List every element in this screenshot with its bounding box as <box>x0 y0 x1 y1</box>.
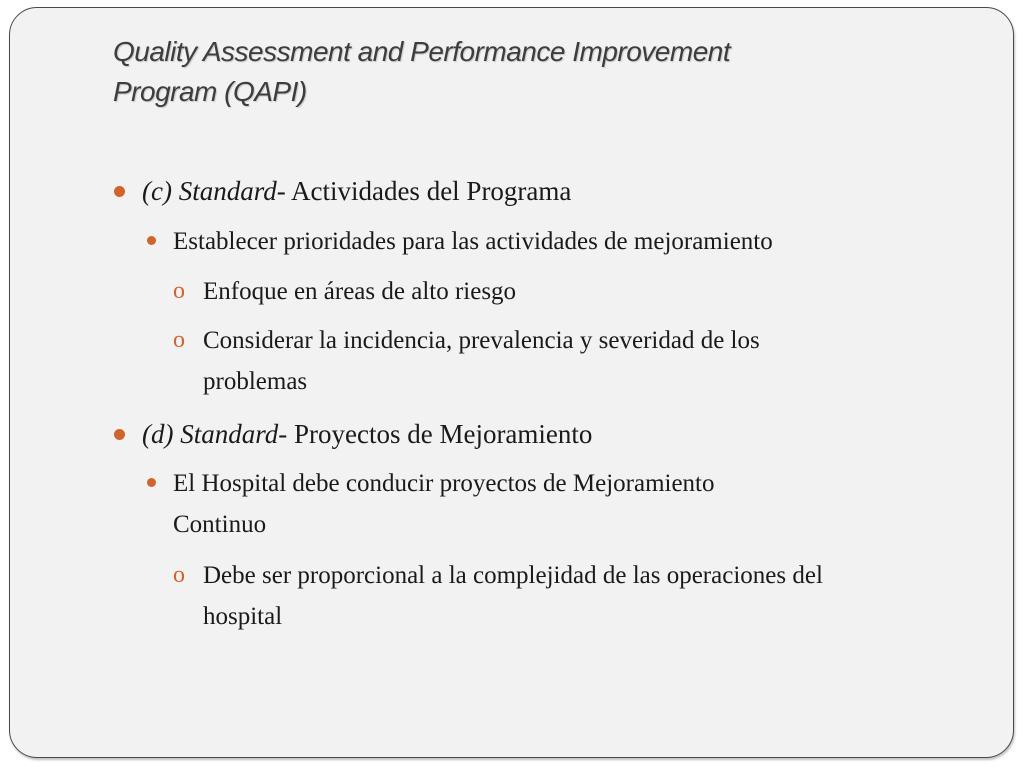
bullet-c-sub1-b-line1: Considerar la incidencia, prevalencia y severidad de los <box>203 327 760 354</box>
hollow-circle-bullet-icon: o <box>173 327 185 353</box>
bullet-c <box>114 174 571 208</box>
bullet-c-sub1-b-line2: problemas <box>203 368 308 395</box>
bullet-c-sub1-b <box>173 320 760 402</box>
bullet-c-sub1-text: Establecer prioridades para las actividades de mejoramiento <box>173 228 773 255</box>
bullet-d-sub1-a-line1: Debe ser proporcional a la complejidad de las operaciones del <box>203 562 823 589</box>
bullet-d <box>114 417 592 451</box>
title-line-1: Quality Assessment and Performance Improvement <box>113 36 731 67</box>
bullet-c-prefix: (c) Standard- <box>142 176 286 206</box>
slide <box>9 7 1014 758</box>
hollow-circle-bullet-icon: o <box>173 562 185 588</box>
bullet-c-text: Actividades del Programa <box>285 176 572 206</box>
bullet-dot-icon <box>114 429 125 440</box>
bullet-d-sub1-a-line2: hospital <box>203 603 283 630</box>
title-line-2: Program (QAPI) <box>113 76 307 107</box>
slide-body <box>10 8 1013 757</box>
bullet-d-sub1-a <box>173 555 823 637</box>
bullet-c-sub1-a-text: Enfoque en áreas de alto riesgo <box>203 278 517 305</box>
bullet-c-sub1 <box>147 221 773 262</box>
bullet-d-sub1-line2: Continuo <box>173 511 267 538</box>
bullet-d-sub1 <box>147 463 715 545</box>
bullet-d-prefix: (d) Standard- <box>142 419 288 449</box>
bullet-c-sub1-a <box>173 271 516 312</box>
hollow-circle-bullet-icon: o <box>173 278 185 304</box>
bullet-d-text: Proyectos de Mejoramiento <box>287 419 593 449</box>
bullet-dot-icon <box>147 236 156 245</box>
bullet-dot-icon <box>114 186 125 197</box>
bullet-dot-icon <box>147 478 156 487</box>
bullet-d-sub1-line1: El Hospital debe conducir proyectos de Mejoramiento <box>173 470 715 497</box>
